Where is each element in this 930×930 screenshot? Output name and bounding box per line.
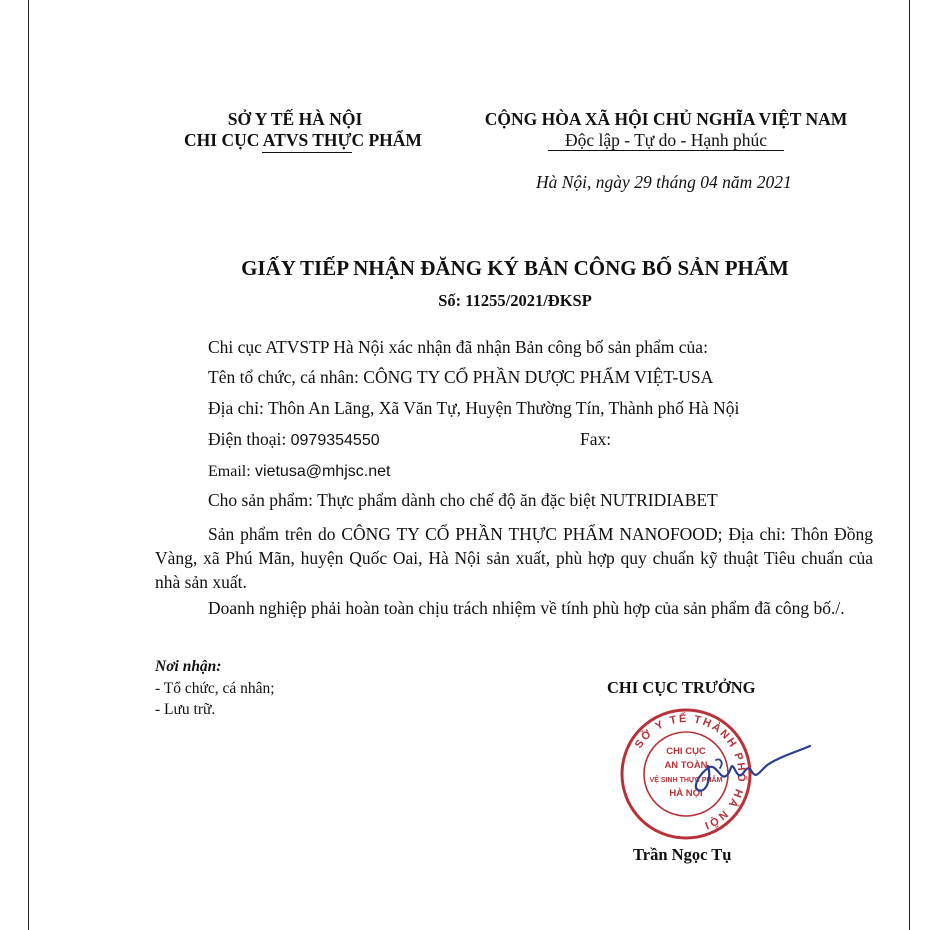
- address-value: Thôn An Lãng, Xã Văn Tự, Huyện Thường Tín, Thành phố Hà Nội: [267, 398, 740, 418]
- product-value: Thực phẩm dành cho chế độ ăn đặc biệt NUTRIDIABET: [317, 490, 718, 510]
- motto-underline: [548, 150, 784, 151]
- recipients-heading: Nơi nhận:: [155, 658, 222, 675]
- stamp-line: CHI CỤC: [666, 746, 706, 757]
- fax-label: Fax:: [580, 429, 612, 449]
- stamp-line: HÀ NỘI: [669, 788, 703, 799]
- email-value: vietusa@mhjsc.net: [255, 463, 391, 480]
- product-label: Cho sản phẩm:: [208, 490, 313, 510]
- stamp-line: AN TOÀN: [664, 760, 708, 771]
- address-line: [208, 398, 739, 419]
- recipient-item: - Lưu trữ.: [155, 701, 216, 718]
- organization-line: [208, 367, 713, 388]
- stamp-ring-text: SỞ Y TẾ THÀNH PHỐ HÀ NỘI: [632, 712, 748, 832]
- signer-name: Trần Ngọc Tụ: [633, 845, 732, 864]
- signer-title: CHI CỤC TRƯỞNG: [607, 678, 756, 697]
- phone-line: [208, 429, 380, 450]
- agency-name: SỞ Y TẾ HÀ NỘI: [227, 109, 363, 129]
- organization-label: Tên tổ chức, cá nhân:: [208, 367, 359, 387]
- manufacturer-paragraph: Sản phẩm trên do CÔNG TY CỔ PHẦN THỰC PHẨM NANOFOOD; Địa chỉ: Thôn Đồng Vàng, xã Phú Mãn, huyện Quốc Oai, Hà Nội sản xuất, phù hợp quy chuẩn kỹ thuật Tiêu chuẩn của nhà sản xuất.: [155, 524, 873, 592]
- signature-icon: [686, 738, 816, 798]
- recipient-item: - Tổ chức, cá nhân;: [155, 680, 275, 697]
- department-underline: [262, 152, 352, 153]
- phone-label: Điện thoại:: [208, 429, 287, 449]
- address-label: Địa chỉ:: [208, 398, 264, 418]
- responsibility-paragraph: Doanh nghiệp phải hoàn toàn chịu trách nhiệm về tính phù hợp của sản phẩm đã công bố./.: [208, 598, 845, 618]
- stamp-line: VỆ SINH THỰC PHẨM: [649, 777, 723, 784]
- country-name: CỘNG HÒA XÃ HỘI CHỦ NGHĨA VIỆT NAM: [484, 109, 848, 129]
- motto: Độc lập - Tự do - Hạnh phúc: [564, 130, 768, 150]
- intro-line: Chi cục ATVSTP Hà Nội xác nhận đã nhận Bản công bố sản phẩm của:: [208, 337, 708, 357]
- email-label: Email:: [208, 463, 251, 480]
- issue-date: Hà Nội, ngày 29 tháng 04 năm 2021: [536, 172, 792, 192]
- organization-value: CÔNG TY CỔ PHẦN DƯỢC PHẨM VIỆT-USA: [363, 367, 714, 387]
- department-name: CHI CỤC ATVS THỰC PHẨM: [184, 130, 422, 150]
- email-line: [208, 460, 390, 481]
- document-title: GIẤY TIẾP NHẬN ĐĂNG KÝ BẢN CÔNG BỐ SẢN PHẨM: [241, 256, 789, 280]
- product-line: [208, 490, 718, 511]
- phone-value: 0979354550: [290, 432, 380, 449]
- document-number: Số: 11255/2021/ĐKSP: [438, 291, 592, 310]
